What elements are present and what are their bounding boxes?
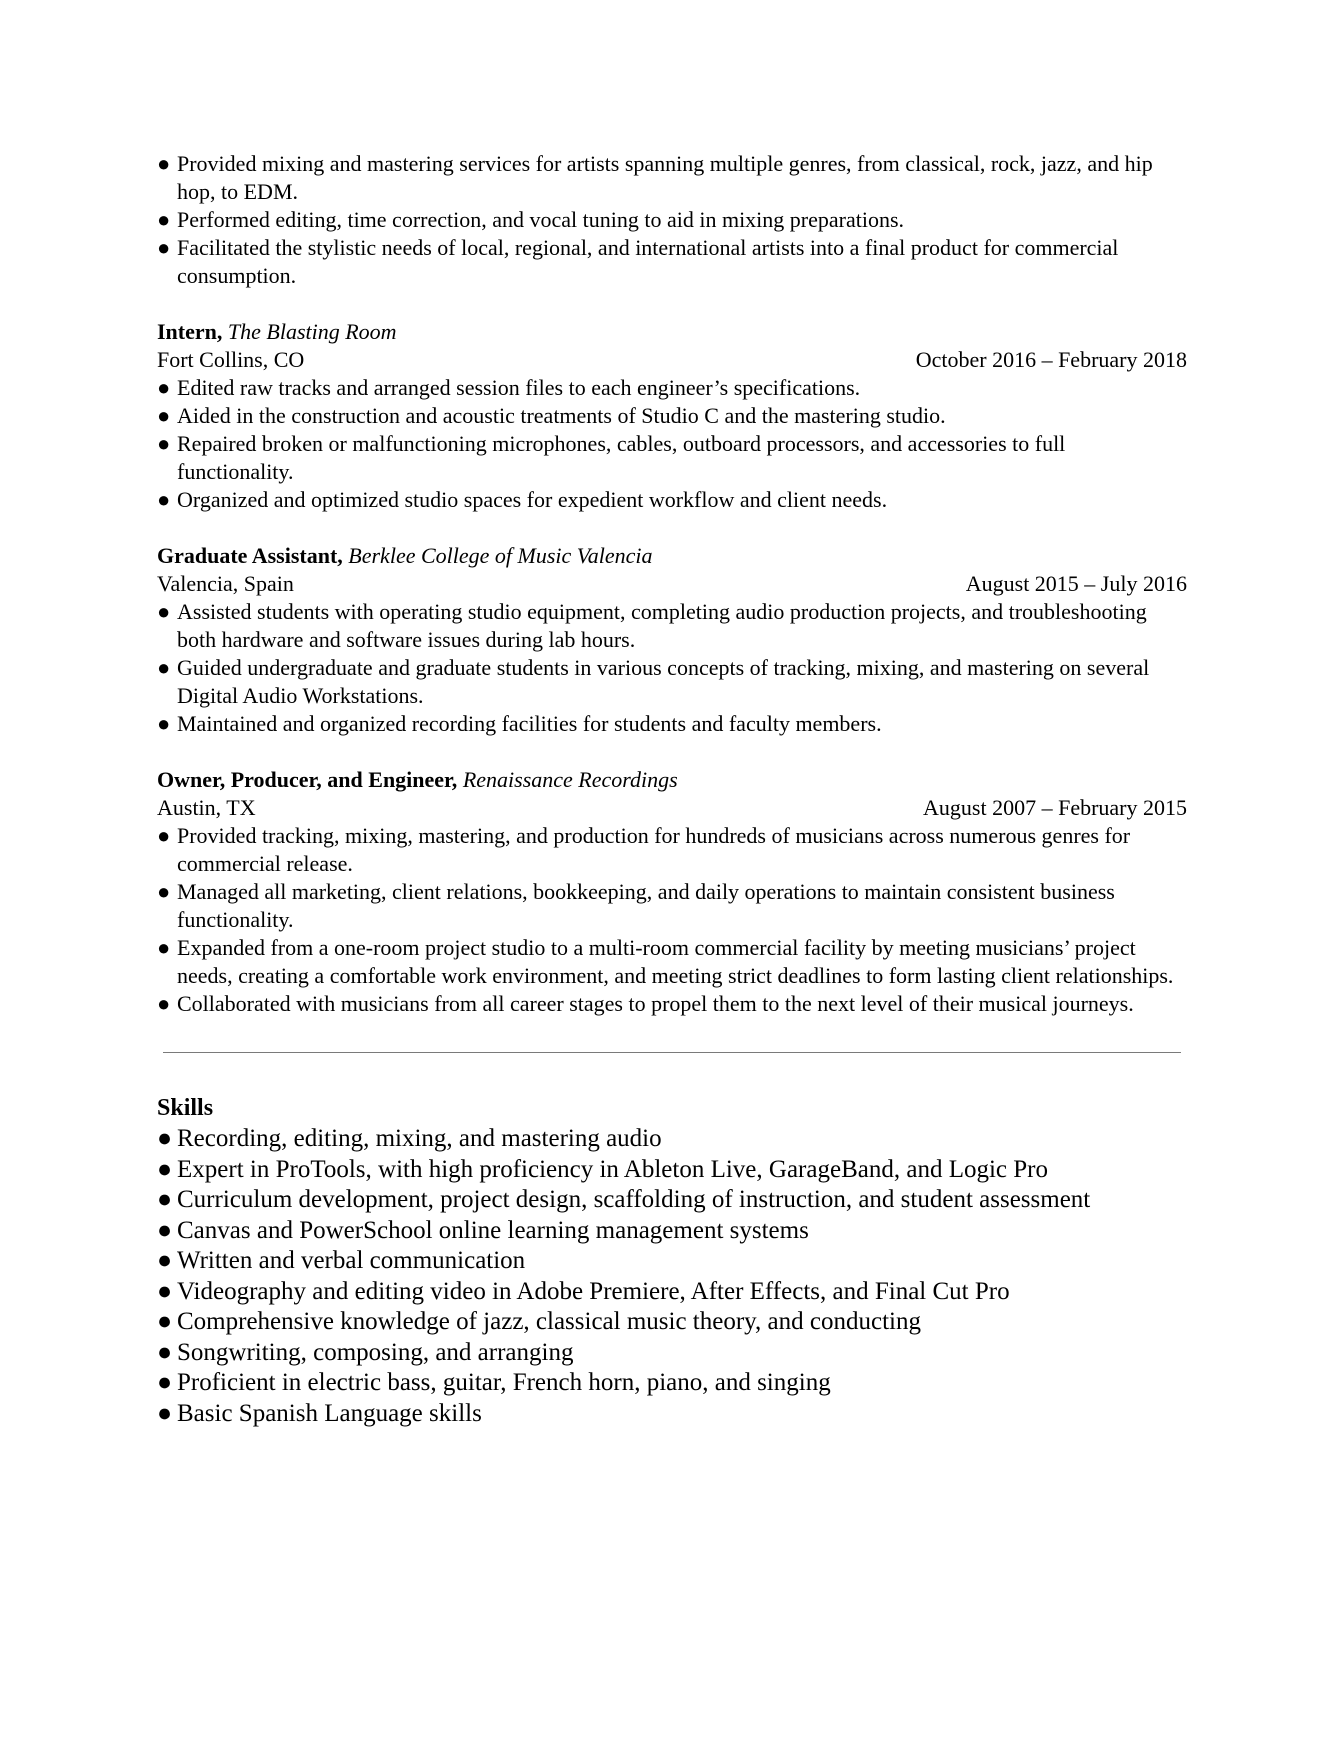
bullet-icon: ●: [157, 1338, 173, 1366]
list-item: [157, 430, 1187, 486]
bullet-icon: ●: [157, 599, 171, 624]
list-item: [157, 1185, 1187, 1216]
skills-section: [157, 1093, 1187, 1429]
bullet-icon: ●: [157, 375, 171, 400]
skill-text: Curriculum development, project design, scaffolding of instruction, and student assessment: [177, 1186, 1091, 1213]
bullet-text: Maintained and organized recording facilities for students and faculty members.: [177, 711, 882, 736]
skill-text: Basic Spanish Language skills: [177, 1399, 482, 1427]
skill-text: Written and verbal communication: [177, 1247, 526, 1274]
list-item: [157, 990, 1187, 1018]
list-item: [157, 654, 1187, 710]
bullet-text: Provided mixing and mastering services for artists spanning multiple genres, from classical, rock, jazz, and hip hop, to EDM.: [177, 151, 1153, 204]
bullet-text: Managed all marketing, client relations, bookkeeping, and daily operations to maintain consistent business functionality.: [177, 879, 1115, 932]
job-bullet-list: [157, 598, 1187, 738]
skill-text: Proficient in electric bass, guitar, French horn, piano, and singing: [177, 1369, 831, 1396]
list-item: [157, 234, 1187, 290]
bullet-icon: ●: [157, 1125, 173, 1152]
section-heading-skills: Skills: [157, 1095, 214, 1121]
bullet-text: Assisted students with operating studio equipment, completing audio production projects, and troubleshooting both hardware and software issues during lab hours.: [177, 599, 1147, 652]
job-meta: [157, 570, 1187, 598]
job-heading: [157, 318, 1187, 346]
skill-text: Expert in ProTools, with high proficiency in Ableton Live, GarageBand, and Logic Pro: [177, 1155, 1048, 1183]
job-dates: August 2015 – July 2016: [965, 571, 1187, 596]
job-location: Fort Collins, CO: [157, 347, 305, 372]
job-dates: October 2016 – February 2018: [915, 347, 1187, 372]
bullet-icon: ●: [157, 207, 171, 232]
job-entry-blasting-room: [157, 318, 1187, 514]
job-heading: [157, 542, 1187, 570]
bullet-text: Collaborated with musicians from all career stages to propel them to the next level of their musical journeys.: [177, 991, 1134, 1016]
list-item: [157, 374, 1187, 402]
skill-text: Comprehensive knowledge of jazz, classical music theory, and conducting: [177, 1308, 921, 1335]
list-item: [157, 402, 1187, 430]
job-title: Owner, Producer, and Engineer,: [157, 767, 458, 792]
bullet-icon: ●: [157, 879, 171, 904]
bullet-icon: ●: [157, 235, 171, 260]
bullet-text: Provided tracking, mixing, mastering, and production for hundreds of musicians across numerous genres for commercial release.: [177, 823, 1131, 876]
bullet-icon: ●: [157, 1308, 173, 1335]
list-item: [157, 934, 1187, 990]
job-entry-berklee: [157, 542, 1187, 738]
job-entry-renaissance: [157, 766, 1187, 1018]
bullet-icon: ●: [157, 1399, 173, 1427]
job-meta: [157, 794, 1187, 822]
list-item: [157, 598, 1187, 654]
job-continuation: [157, 150, 1187, 290]
bullet-icon: ●: [157, 403, 171, 428]
job-title: Graduate Assistant,: [157, 543, 343, 568]
list-item: [157, 1246, 1187, 1277]
skill-text: Canvas and PowerSchool online learning management systems: [177, 1216, 809, 1244]
bullet-icon: ●: [157, 431, 171, 456]
job-title: Intern,: [157, 319, 223, 344]
bullet-icon: ●: [157, 1369, 173, 1396]
job-company: Renaissance Recordings: [462, 767, 678, 792]
list-item: [157, 150, 1187, 206]
job-bullet-list: [157, 822, 1187, 1018]
job-bullet-list: [157, 374, 1187, 514]
list-item: [157, 206, 1187, 234]
list-item: [157, 822, 1187, 878]
list-item: [157, 1338, 1187, 1369]
skill-text: Videography and editing video in Adobe Premiere, After Effects, and Final Cut Pro: [177, 1277, 1010, 1305]
bullet-icon: ●: [157, 1247, 173, 1274]
resume-page: [157, 150, 1187, 1429]
job-company: Berklee College of Music Valencia: [348, 543, 653, 568]
job-company: The Blasting Room: [227, 319, 397, 344]
list-item: [157, 1216, 1187, 1247]
bullet-text: Guided undergraduate and graduate students in various concepts of tracking, mixing, and mastering on several Digital Audio Workstations.: [177, 655, 1150, 708]
bullet-icon: ●: [157, 1186, 173, 1213]
bullet-icon: ●: [157, 1216, 173, 1244]
bullet-icon: ●: [157, 655, 171, 680]
bullet-icon: ●: [157, 935, 171, 960]
bullet-text: Edited raw tracks and arranged session files to each engineer’s specifications.: [177, 375, 861, 400]
list-item: [157, 710, 1187, 738]
list-item: [157, 486, 1187, 514]
bullet-icon: ●: [157, 991, 171, 1016]
intro-bullet-list: [157, 150, 1187, 290]
bullet-icon: ●: [157, 487, 171, 512]
job-dates: August 2007 – February 2015: [923, 795, 1187, 820]
bullet-text: Facilitated the stylistic needs of local, regional, and international artists into a final product for commercial consumption.: [177, 235, 1119, 288]
section-divider: [163, 1052, 1181, 1053]
job-location: Austin, TX: [157, 795, 256, 820]
job-meta: [157, 346, 1187, 374]
list-item: [157, 1124, 1187, 1155]
bullet-text: Aided in the construction and acoustic treatments of Studio C and the mastering studio.: [177, 403, 946, 428]
bullet-icon: ●: [157, 711, 171, 736]
list-item: [157, 1155, 1187, 1186]
skill-text: Songwriting, composing, and arranging: [177, 1338, 574, 1366]
bullet-text: Performed editing, time correction, and vocal tuning to aid in mixing preparations.: [177, 207, 905, 232]
bullet-icon: ●: [157, 1277, 173, 1305]
job-location: Valencia, Spain: [157, 571, 294, 596]
list-item: [157, 1277, 1187, 1308]
skills-list: [157, 1124, 1187, 1429]
bullet-text: Organized and optimized studio spaces for expedient workflow and client needs.: [177, 487, 888, 512]
job-heading: [157, 766, 1187, 794]
list-item: [157, 1368, 1187, 1399]
bullet-icon: ●: [157, 151, 171, 176]
bullet-icon: ●: [157, 823, 171, 848]
list-item: [157, 1307, 1187, 1338]
bullet-text: Repaired broken or malfunctioning microphones, cables, outboard processors, and accessories to full functionality.: [177, 431, 1066, 484]
list-item: [157, 1399, 1187, 1430]
skill-text: Recording, editing, mixing, and mastering audio: [177, 1125, 662, 1152]
bullet-text: Expanded from a one-room project studio to a multi-room commercial facility by meeting musicians’ project needs, creating a comfortable work environment, and meeting strict deadlines to form lasting client relationships.: [177, 935, 1174, 988]
list-item: [157, 878, 1187, 934]
bullet-icon: ●: [157, 1155, 173, 1183]
